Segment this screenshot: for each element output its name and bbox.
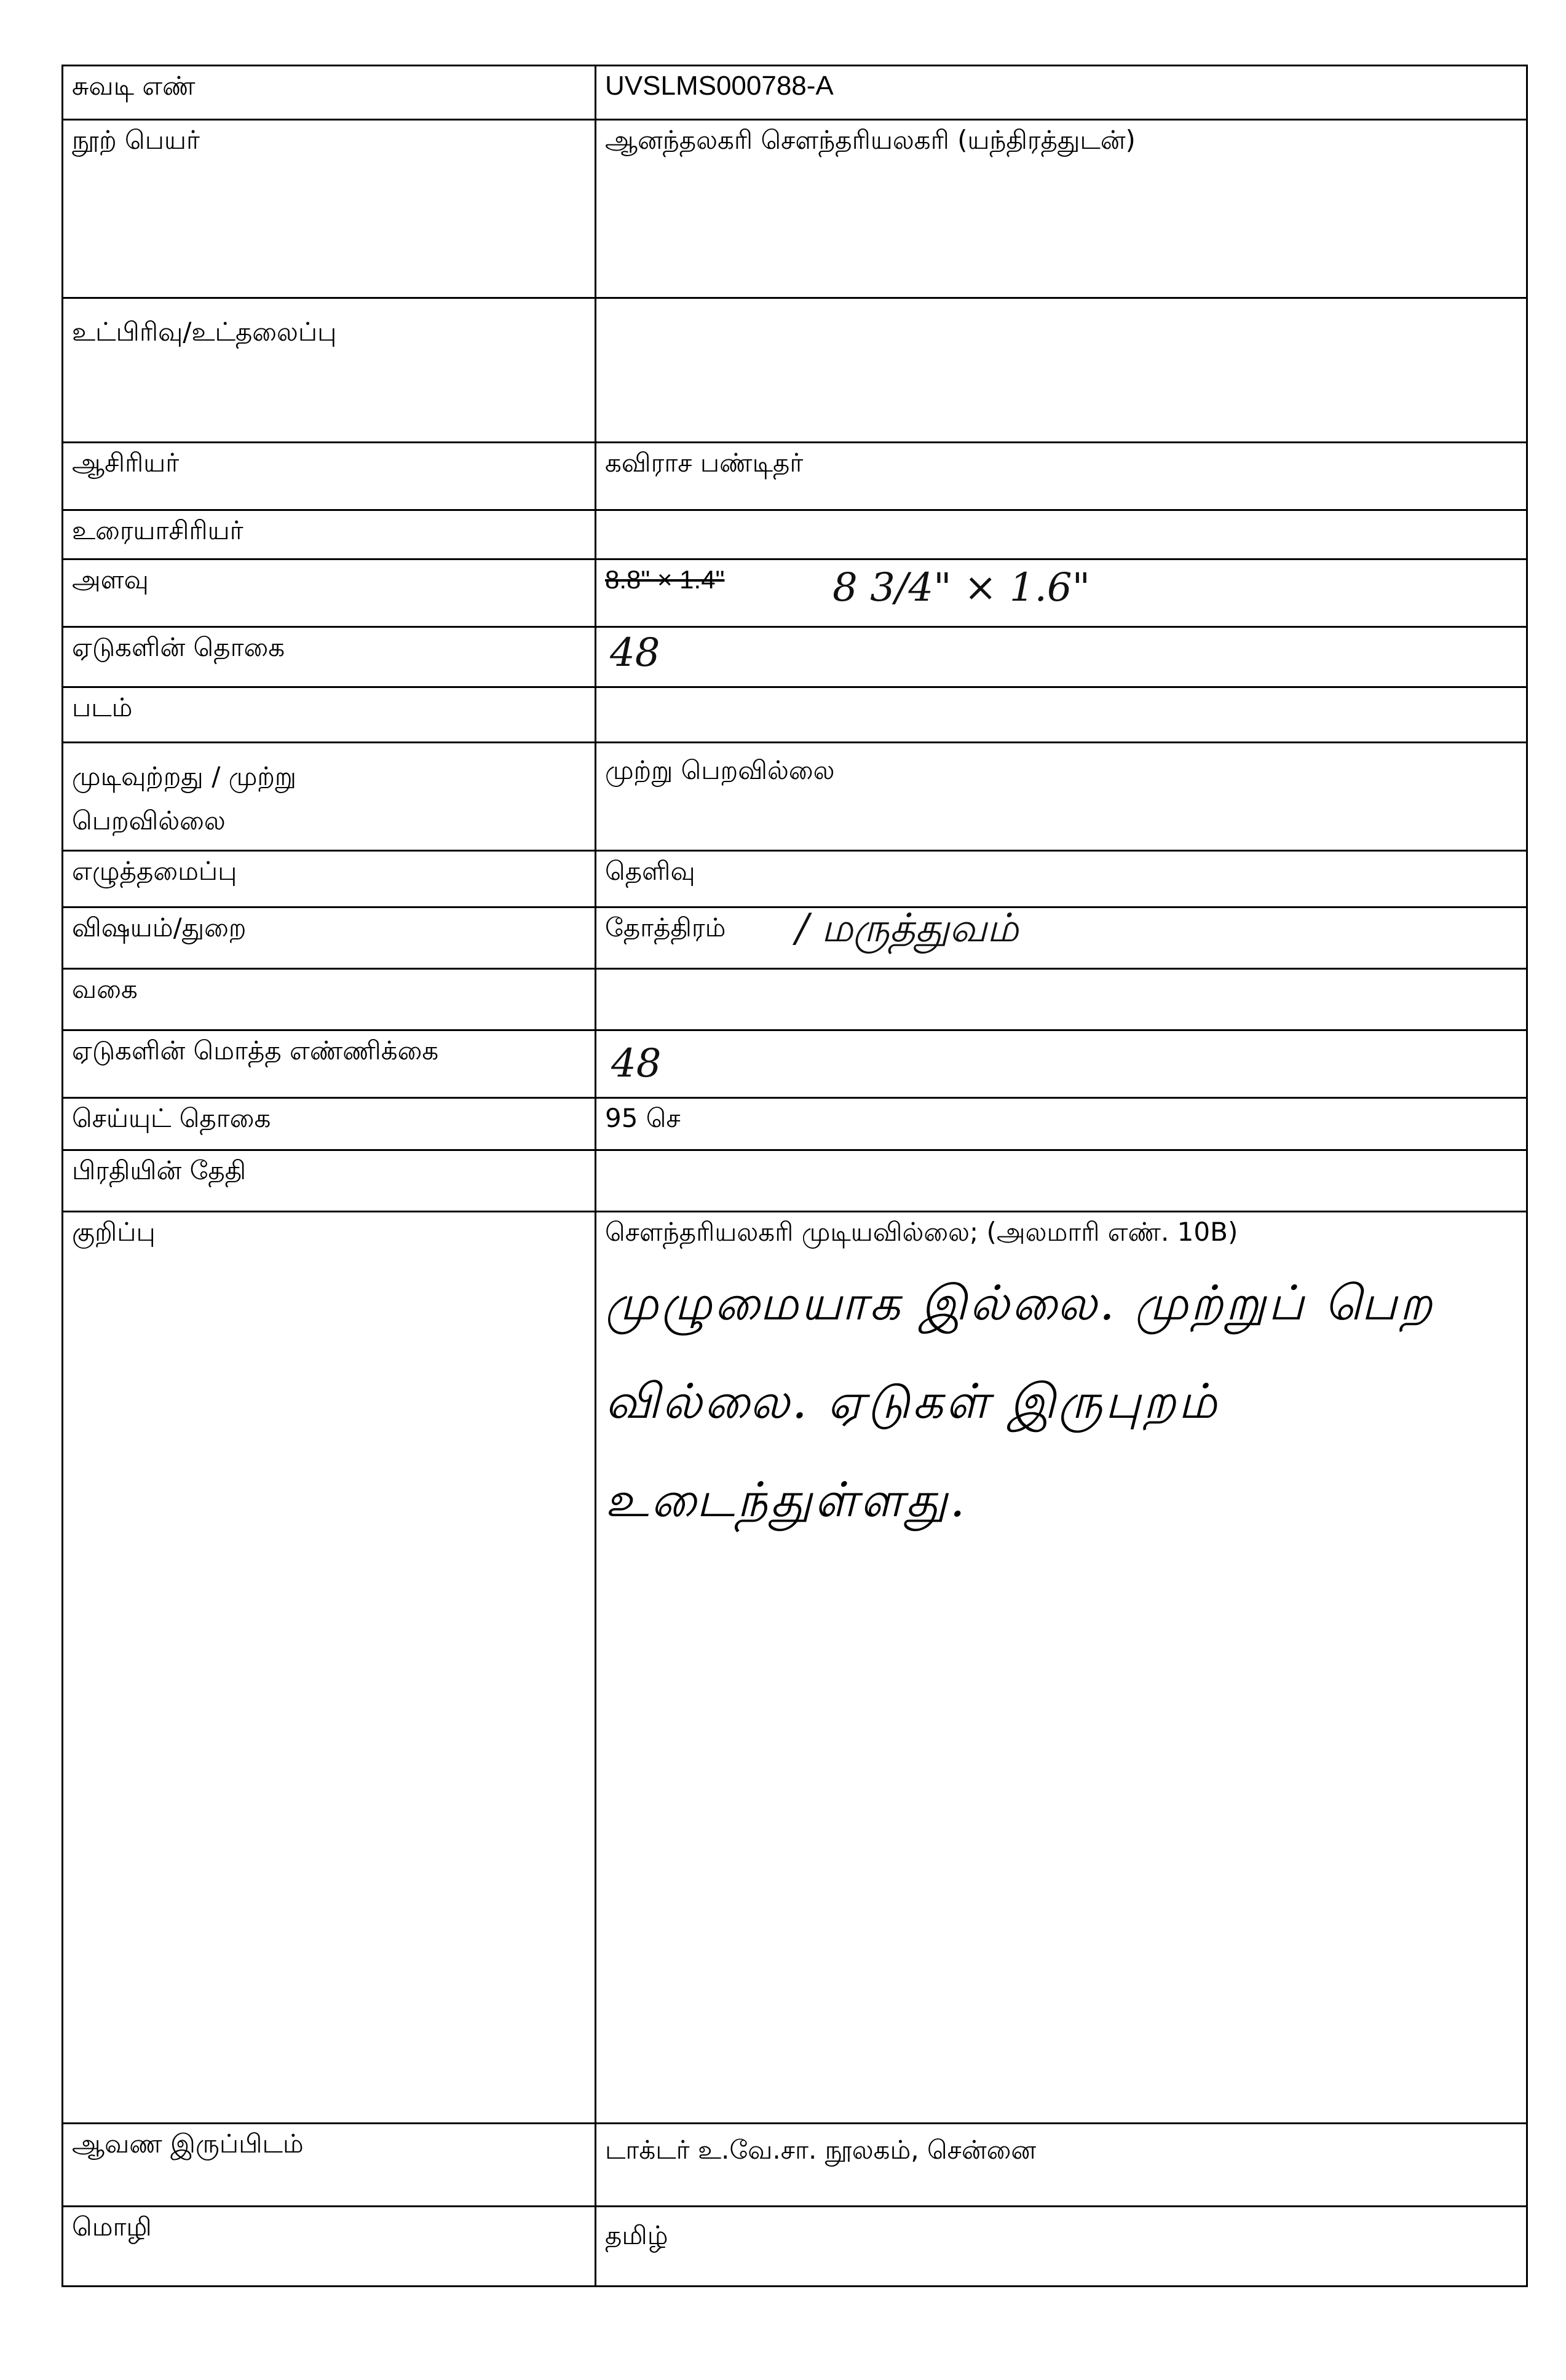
row-copy-date	[63, 1150, 1527, 1212]
label-commentator: உரையாசிரியர்	[63, 510, 596, 559]
value-title: ஆனந்தலகரி சௌந்தரியலகரி (யந்திரத்துடன்)	[596, 120, 1527, 298]
value-notes	[596, 1212, 1527, 2124]
value-copy-date	[596, 1150, 1527, 1212]
row-script-quality	[63, 851, 1527, 907]
label-completion: முடிவுற்றது / முற்று பெறவில்லை	[63, 743, 596, 851]
row-title	[63, 120, 1527, 298]
value-total-leaves	[596, 1030, 1527, 1098]
total-leaves-handwritten: 48	[611, 1041, 662, 1086]
row-manuscript-id	[63, 66, 1527, 120]
row-leaf-count	[63, 627, 1527, 687]
value-leaf-count	[596, 627, 1527, 687]
value-subject	[596, 907, 1527, 969]
label-title: நூற் பெயர்	[63, 120, 596, 298]
leaf-count-handwritten: 48	[610, 630, 660, 676]
value-language: தமிழ்	[596, 2207, 1527, 2287]
row-notes	[63, 1212, 1527, 2124]
size-handwritten: 8 3/4" × 1.6"	[832, 565, 1091, 611]
label-language: மொழி	[63, 2207, 596, 2287]
value-author: கவிராச பண்டிதர்	[596, 443, 1527, 510]
label-copy-date: பிரதியின் தேதி	[63, 1150, 596, 1212]
label-repository: ஆவண இருப்பிடம்	[63, 2124, 596, 2207]
notes-hand-line: முழுமையாக இல்லை. முற்றுப் பெற	[605, 1276, 1435, 1331]
label-manuscript-id: சுவடி எண்	[63, 66, 596, 120]
row-commentator	[63, 510, 1527, 559]
row-author	[63, 443, 1527, 510]
notes-handwritten	[605, 1254, 1520, 1549]
label-subsection: உட்பிரிவு/உட்தலைப்பு	[63, 298, 596, 443]
value-size	[596, 559, 1527, 627]
value-subsection	[596, 298, 1527, 443]
notes-hand-line: உடைந்துள்ளது.	[605, 1473, 968, 1528]
label-size: அளவு	[63, 559, 596, 627]
label-leaf-count: ஏடுகளின் தொகை	[63, 627, 596, 687]
value-picture	[596, 687, 1527, 743]
label-total-leaves: ஏடுகளின் மொத்த எண்ணிக்கை	[63, 1030, 596, 1098]
value-repository: டாக்டர் உ.வே.சா. நூலகம், சென்னை	[596, 2124, 1527, 2207]
label-verse-count: செய்யுட் தொகை	[63, 1098, 596, 1150]
row-total-leaves	[63, 1030, 1527, 1098]
row-completion	[63, 743, 1527, 851]
notes-hand-line: வில்லை. ஏடுகள் இருபுறம்	[605, 1374, 1220, 1429]
value-completion: முற்று பெறவில்லை	[596, 743, 1527, 851]
row-subsection	[63, 298, 1527, 443]
label-script-quality: எழுத்தமைப்பு	[63, 851, 596, 907]
catalog-record-table	[61, 65, 1528, 2287]
row-verse-count	[63, 1098, 1527, 1150]
label-category: வகை	[63, 969, 596, 1030]
row-picture	[63, 687, 1527, 743]
value-script-quality: தெளிவு	[596, 851, 1527, 907]
row-repository	[63, 2124, 1527, 2207]
row-category	[63, 969, 1527, 1030]
size-struck-text: 8.8" × 1.4"	[605, 565, 725, 594]
label-subject: விஷயம்/துறை	[63, 907, 596, 969]
value-category	[596, 969, 1527, 1030]
value-manuscript-id: UVSLMS000788-A	[596, 66, 1527, 120]
label-picture: படம்	[63, 687, 596, 743]
subject-handwritten: / மருத்துவம்	[796, 907, 1019, 951]
notes-typed: சௌந்தரியலகரி முடியவில்லை; (அலமாரி எண். 10B)	[605, 1217, 1238, 1247]
row-language	[63, 2207, 1527, 2287]
row-size	[63, 559, 1527, 627]
label-author: ஆசிரியர்	[63, 443, 596, 510]
label-notes: குறிப்பு	[63, 1212, 596, 2124]
row-subject	[63, 907, 1527, 969]
value-verse-count: 95 செ	[596, 1098, 1527, 1150]
subject-typed: தோத்திரம்	[605, 912, 726, 943]
value-commentator	[596, 510, 1527, 559]
